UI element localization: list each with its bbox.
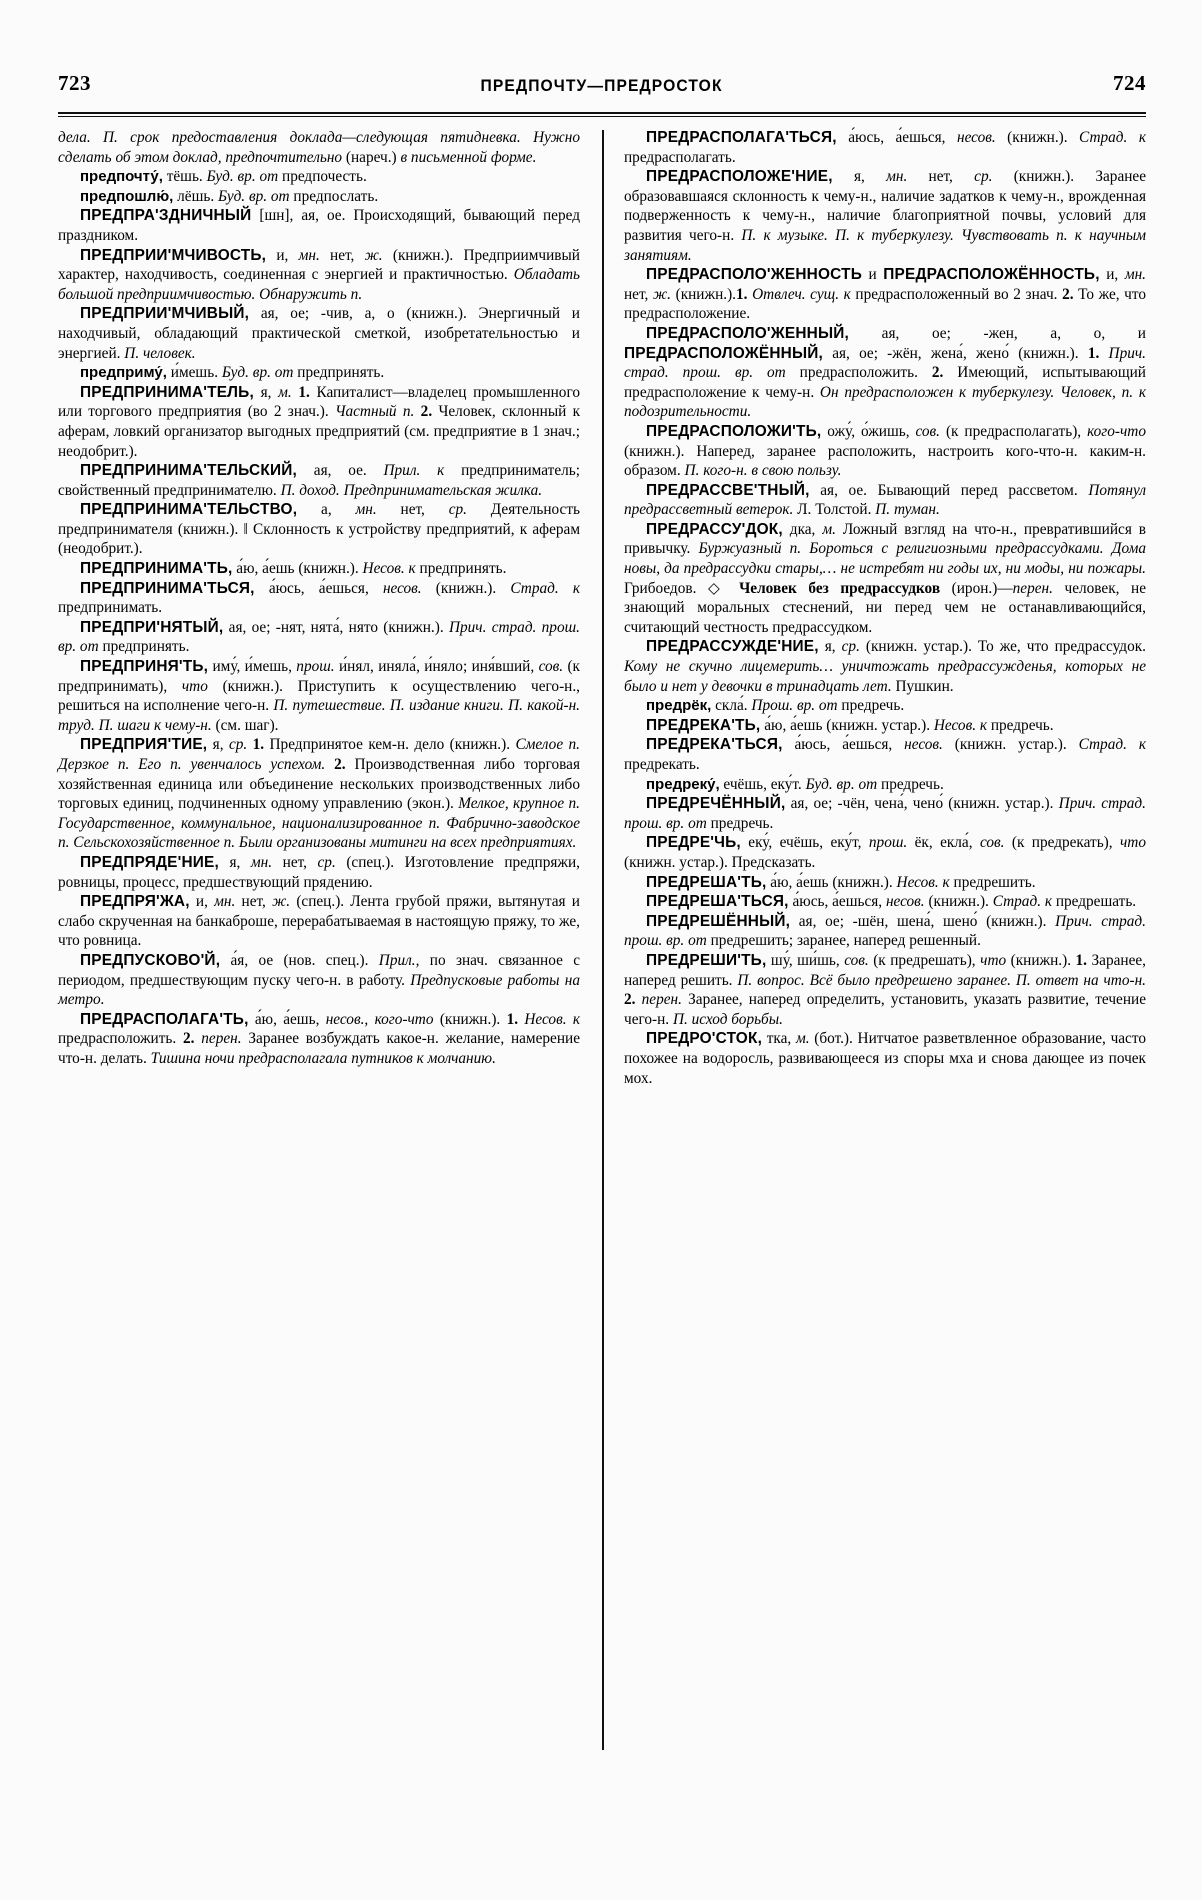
right-column (614, 128, 1146, 1773)
folio-right: 724 (1113, 71, 1146, 95)
dictionary-entry: ПРЕДПУСКОВО'Й, а́я, ое (нов. спец.). Прил., по знач. связанное с периодом, предшествующим пуску чего-н. в работу. Предпусковые работы на метро. (58, 951, 581, 1009)
dictionary-entry: ПРЕДПРИНИМА'ТЕЛЬ, я, м. 1. Капиталист—владелец промышленного или торгового предприятия (во 2 знач.). Частный п. 2. Человек, склонный к аферам, ловкий организатор выгодных предприятий (см. предприятие в 1 знач.; неодобрит.). (58, 383, 581, 460)
dictionary-entry: предпошлю́, лёшь. Буд. вр. от предпослать. (80, 187, 379, 205)
column-divider (602, 130, 604, 1750)
dictionary-entry: ПРЕДПРА'ЗДНИЧНЫЙ [шн], ая, ое. Происходящий, бывающий перед праздником. (58, 207, 580, 244)
dictionary-entry: ПРЕДРЕШИ'ТЬ, шу́, ши́шь, сов. (к предрешать), что (книжн.). 1. Заранее, наперед решить. П. вопрос. Всё было предрешено заранее. П. ответ на что-н. 2. перен. Заранее, наперед определить, установить, указать развитие, течение чего-н. П. исход борьбы. (624, 951, 1146, 1028)
dictionary-entry: ПРЕДРЕЧЁННЫЙ, ая, ое; -чён, чена́, чено́ (книжн. устар.). Прич. страд. прош. вр. от предречь. (624, 795, 1146, 832)
dictionary-entry: ПРЕДРАСПОЛАГА'ТЬ, а́ю, а́ешь, несов., кого-что (книжн.). 1. Несов. к предрасположить. 2. перен. Заранее возбуждать какое-н. желание, намерение что-н. делать. Тишина ночи предрасполагала путников к молчанию. (58, 1010, 581, 1067)
dictionary-entry: ПРЕДРАСПОЛОЖЕ'НИЕ, я, мн. нет, ср. (книжн.). Заранее образовавшаяся склонность к чему-н., наличие задатков к чему-н., врожденная подверженность к чему-н., наличие благоприятной почвы, условий для развития чего-н. П. к музыке. П. к туберкулезу. Чувствовать п. к научным занятиям. (624, 168, 1147, 264)
dictionary-entry: ПРЕДРЕША'ТЬСЯ, а́юсь, а́ешься, несов. (книжн.). Страд. к предрешать. (646, 893, 1137, 911)
dictionary-entry: ПРЕДПРИНИМА'ТЬСЯ, а́юсь, а́ешься, несов. (книжн.). Страд. к предпринимать. (58, 579, 581, 617)
dictionary-entry: предреку́, ечёшь, еку́т. Буд. вр. от предречь. (646, 775, 944, 793)
dictionary-entry: ПРЕДРАСПОЛАГА'ТЬСЯ, а́юсь, а́ешься, несов. (книжн.). Страд. к предрасполагать. (624, 129, 1147, 166)
dictionary-entry: ПРЕДРАССУ'ДОК, дка, м. Ложный взгляд на что-н., превратившийся в привычку. Буржуазный п. Бороться с религиозными предрассудками. Дома новы, да предрассудки стары,… не истребят ни годы их, ни моды, ни пожары. Грибоедов. ◇ Человек без предрассудков (ирон.)—перен. человек, не знающий моральных стеснений, ни перед чем не останавливающийся, считающий честность предрассудком. (624, 520, 1146, 636)
running-head-title: ПРЕДПОЧТУ—ПРЕДРОСТОК (480, 76, 724, 95)
folio-left: 723 (58, 71, 91, 95)
dictionary-entry: ПРЕДПРЯДЕ'НИЕ, я, мн. нет, ср. (спец.). Изготовление предпряжи, ровницы, процесс, предшествующий прядению. (58, 853, 580, 891)
dictionary-entry: ПРЕДРЕШЁННЫЙ, ая, ое; -шён, шена́, шено́ (книжн.). Прич. страд. прош. вр. от предрешить; заранее, наперед решенный. (624, 912, 1146, 950)
dictionary-entry: ПРЕДРО'СТОК, тка, м. (бот.). Нитчатое разветвленное образование, часто похожее на водоросль, развивающееся из споры мха и снова дающее из почек мох. (624, 1030, 1146, 1087)
dictionary-entry: ПРЕДРАСПОЛО'ЖЕННЫЙ, ая, ое; -жен, а, о, и ПРЕДРАСПОЛОЖЁННЫЙ, ая, ое; -жён, жена́, жено́ (книжн.). 1. Прич. страд. прош. вр. от предрасположить. 2. Имеющий, испытывающий предрасположение к чему-н. Он предрасположен к туберкулезу. Человек, п. к подозрительности. (624, 324, 1147, 421)
dictionary-entry: ПРЕДРЕША'ТЬ, а́ю, а́ешь (книжн.). Несов. к предрешить. (646, 873, 1036, 891)
dictionary-entry: ПРЕДРЕКА'ТЬСЯ, а́юсь, а́ешься, несов. (книжн. устар.). Страд. к предрекать. (624, 736, 1146, 773)
dictionary-entry: предпочту́, тёшь. Буд. вр. от предпочесть. (80, 168, 367, 186)
dictionary-entry: ПРЕДРЕ'ЧЬ, еку́, ечёшь, еку́т, прош. ёк, екла́, сов. (к предрекать), что (книжн. устар.). Предсказать. (624, 834, 1146, 871)
dictionary-entry: предприму́, и́мешь. Буд. вр. от предпринять. (80, 364, 385, 382)
dictionary-entry: ПРЕДПРИНИМА'ТЕЛЬСТВО, а, мн. нет, ср. Деятельность предпринимателя (книжн.). ‖ Склонность к устройству предприятий, к аферам (неодобрит.). (58, 501, 580, 558)
dictionary-entry: ПРЕДПРЯ'ЖА, и, мн. нет, ж. (спец.). Лента грубой пряжи, вытянутая и слабо скрученная на банкаброше, перерабатываемая в настоящую пряжу, то же, что ровница. (58, 893, 580, 950)
dictionary-entry: ПРЕДРАССУЖДЕ'НИЕ, я, ср. (книжн. устар.). То же, что предрассудок. Кому не скучно лицемерить… уничтожать предрассужденья, которых не было и нет у девочки в тринадцать лет. Пушкин. (624, 638, 1146, 695)
dictionary-entry: ПРЕДРАСПОЛО'ЖЕННОСТЬ и ПРЕДРАСПОЛОЖЁННОСТЬ, и, мн. нет, ж. (книжн.).1. Отвлеч. сущ. к предрасположенный во 2 знач. 2. То же, что предрасположение. (624, 266, 1146, 323)
header-rule (58, 112, 1146, 117)
dictionary-entry: ПРЕДРАСПОЛОЖИ'ТЬ, ожу́, о́жишь, сов. (к предрасполагать), кого-что (книжн.). Наперед, заранее расположить, настроить кого-что-н. каким-н. образом. П. кого-н. в свою пользу. (624, 422, 1146, 480)
dictionary-entry: предрёк, скла́. Прош. вр. от предречь. (646, 697, 905, 715)
dictionary-entry: ПРЕДПРИ'НЯТЫЙ, ая, ое; -нят, нята́, нято (книжн.). Прич. страд. прош. вр. от предпринять. (58, 618, 580, 656)
dictionary-entry: ПРЕДПРИЯ'ТИЕ, я, ср. 1. Предпринятое кем-н. дело (книжн.). Смелое п. Дерзкое п. Его п. увенчалось успехом. 2. Производственная либо торговая хозяйственная единица или объединение нескольких производственных либо торговых единиц, подчиненных одному управлению (экон.). Мелкое, крупное п. Государственное, коммунальное, национализированное п. Фабрично-заводское п. Сельскохозяйственное п. Были организованы митинги на всех предприятиях. (58, 736, 581, 852)
dictionary-entry: ПРЕДПРИНИМА'ТЬ, а́ю, а́ешь (книжн.). Несов. к предпринять. (80, 560, 507, 578)
dictionary-entry: ПРЕДРЕКА'ТЬ, а́ю, а́ешь (книжн. устар.). Несов. к предречь. (646, 716, 1054, 734)
left-column (58, 128, 592, 1773)
dictionary-entry: ПРЕДПРИНИМА'ТЕЛЬСКИЙ, ая, ое. Прил. к предприниматель; свойственный предпринимателю. П. доход. Предпринимательская жилка. (58, 462, 580, 499)
running-head (58, 62, 1146, 96)
dictionary-entry: ПРЕДПРИИ'МЧИВОСТЬ, и, мн. нет, ж. (книжн.). Предприимчивый характер, находчивость, соединенная с энергией и практичностью. Обладать большой предприимчивостью. Обнаружить п. (58, 246, 580, 303)
dictionary-entry: ПРЕДРАССВЕ'ТНЫЙ, ая, ое. Бывающий перед рассветом. Потянул предрассветный ветерок. Л. Толстой. П. туман. (624, 481, 1146, 519)
two-column-body (58, 128, 1148, 1773)
dictionary-entry: ПРЕДПРИНЯ'ТЬ, иму́, и́мешь, прош. и́нял, иняла́, и́няло; иня́вший, сов. (к предпринимать), что (книжн.). Приступить к осуществлению чего-н., решиться на исполнение чего-н. П. путешествие. П. издание книги. П. какой-н. труд. П. шаги к чему-н. (см. шаг). (58, 658, 581, 734)
entry-continuation: дела. П. срок предоставления доклада—следующая пятидневка. Нужно сделать об этом доклад, предпочтительно (нареч.) в письменной форме. (58, 129, 580, 166)
dictionary-entry: ПРЕДПРИИ'МЧИВЫЙ, ая, ое; -чив, а, о (книжн.). Энергичный и находчивый, обладающий практической сметкой, изобретательностью и энергией. П. человек. (58, 305, 580, 362)
